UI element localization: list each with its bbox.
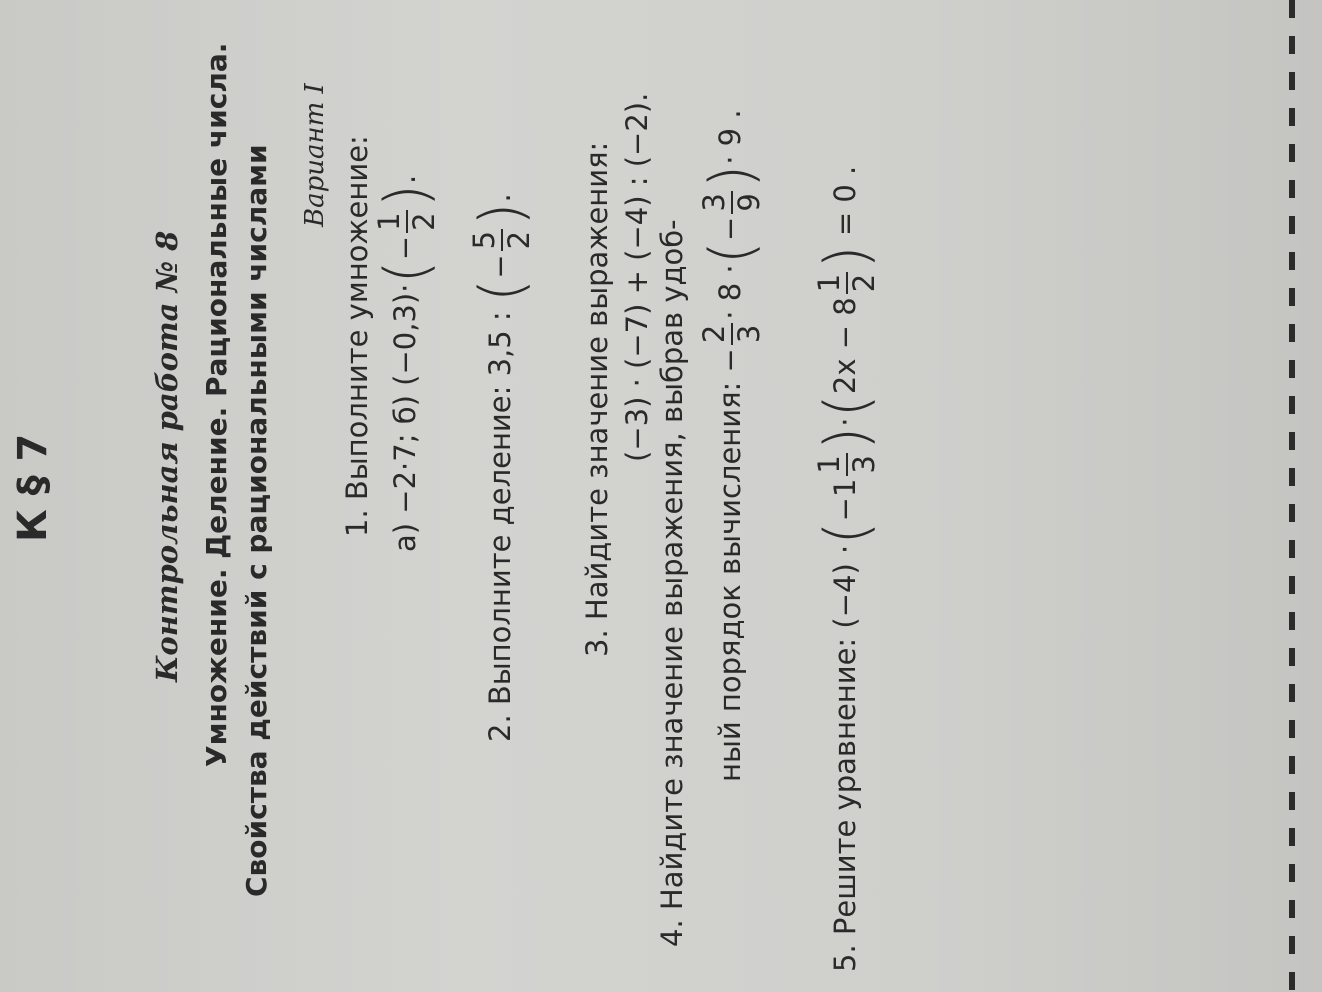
task-2-label: 2. Выполните деление: 3,5 : (483, 311, 517, 742)
subtitle-line-1: Умножение. Деление. Рациональные числа. (200, 42, 233, 767)
task-3-expression: (−3) · (−7) + (−4) : (−2). (620, 92, 654, 462)
section-code: К § 7 (10, 433, 56, 542)
task-4-line-2: ный порядок вычисления: − 2 3 · 8 ·(− 3 9 )· 9 . (697, 109, 767, 782)
fraction: 1 2 (372, 212, 441, 231)
task-4-label: ный порядок вычисления: (713, 381, 747, 782)
subtitle-line-2: Свойства действий с рациональными числами (240, 144, 273, 897)
fraction: 3 9 (697, 193, 766, 212)
task-1-expression: а) −2·7; б) (−0,3)·(− 1 2 ). (372, 174, 442, 552)
variant-label: Вариант I (300, 83, 330, 227)
task-2: 2. Выполните деление: 3,5 : (− 5 2 ). (467, 193, 537, 742)
task-4-line-1: 4. Найдите значение выражения, выбрав удоб- (655, 219, 689, 947)
task-3-label: 3. Найдите значение выражения: (580, 141, 614, 657)
task-5-label: 5. Решите уравнение: (−4) · (828, 544, 862, 972)
rotated-content (0, 32, 1322, 992)
fraction: 2 3 (697, 324, 766, 344)
fraction: 1 3 (812, 455, 881, 474)
task-1-label: 1. Выполните умножение: (340, 135, 374, 537)
task-1-expr-text: а) −2·7; б) (−0,3)· (388, 283, 422, 552)
page-title: Контрольная работа № 8 (150, 230, 184, 682)
fraction: 1 2 (812, 273, 881, 293)
task-5: 5. Решите уравнение: (−4) ·(−1 1 3 )·(2x − 8 1 2 ) = 0 . (812, 165, 882, 972)
fraction: 5 2 (467, 230, 536, 250)
